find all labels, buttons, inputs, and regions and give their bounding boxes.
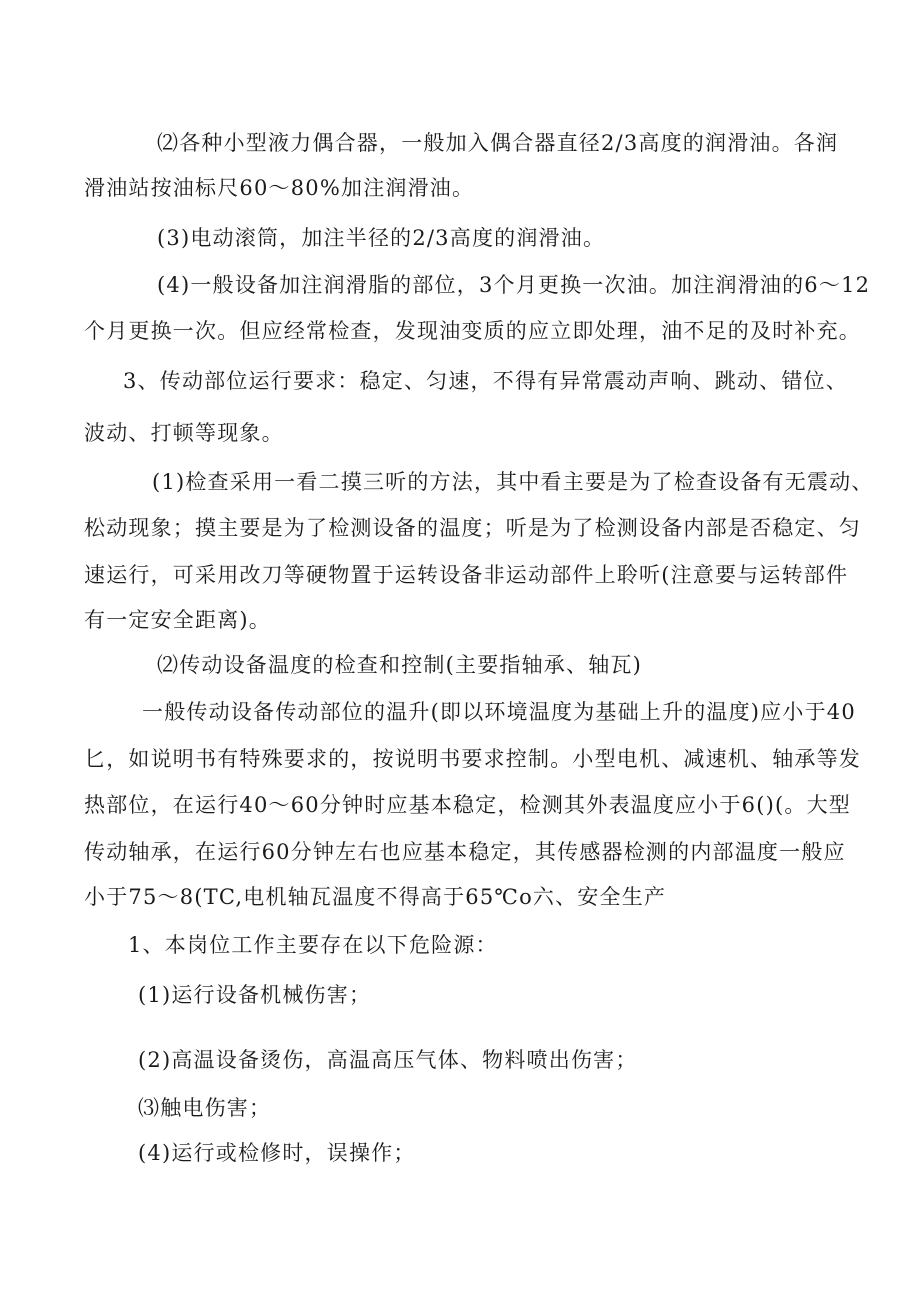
text-line: 速运行，可采用改刀等硬物置于运转设备非运动部件上聆听(注意要与运转部件: [84, 563, 849, 587]
text-line: 匕，如说明书有特殊要求的，按说明书要求控制。小型电机、减速机、轴承等发: [84, 747, 861, 771]
text-line: 个月更换一次。但应经常检查，发现油变质的应立即处理，油不足的及时补充。: [84, 319, 861, 343]
text-line: ⑵传动设备温度的检查和控制(主要指轴承、轴瓦): [157, 653, 642, 677]
list-item: (2)高温设备烫伤，高温高压气体、物料喷出伤害；: [138, 1048, 638, 1072]
text-line: (1)检查采用一看二摸三听的方法，其中看主要是为了检查设备有无震动、: [152, 470, 874, 494]
text-line: 滑油站按油标尺60〜80%加注润滑油。: [84, 176, 475, 200]
text-line: (3)电动滚筒，加注半径的2/3高度的润滑油。: [157, 226, 606, 250]
text-line: (4)一般设备加注润滑脂的部位，3个月更换一次油。加注润滑油的6〜12: [157, 273, 871, 297]
text-line: 波动、打顿等现象。: [84, 421, 284, 445]
text-line: 传动轴承，在运行60分钟左右也应基本稳定，其传感器检测的内部温度一般应: [84, 840, 846, 864]
list-item: (1)运行设备机械伤害；: [138, 983, 372, 1007]
list-item: (4)运行或检修时，误操作；: [138, 1141, 416, 1165]
text-line: ⑵各种小型液力偶合器，一般加入偶合器直径2/3高度的润滑油。各润: [157, 131, 839, 155]
text-line: 有一定安全距离)。: [84, 608, 271, 632]
text-line: 小于75〜8(TC,电机轴瓦温度不得高于65℃o六、安全生产: [84, 885, 667, 909]
section-heading: 1、本岗位工作主要存在以下危险源：: [128, 933, 498, 957]
text-line: 热部位，在运行40〜60分钟时应基本稳定，检测其外表温度应小于6()(。大型: [84, 793, 851, 817]
text-line: 一般传动设备传动部位的温升(即以环境温度为基础上升的温度)应小于40: [142, 700, 856, 724]
list-item: ⑶触电伤害；: [138, 1096, 272, 1120]
section-heading: 3、传动部位运行要求：稳定、匀速，不得有异常震动声响、跳动、错位、: [123, 369, 848, 393]
text-line: 松动现象；摸主要是为了检测设备的温度；听是为了检测设备内部是否稳定、匀: [84, 516, 861, 540]
